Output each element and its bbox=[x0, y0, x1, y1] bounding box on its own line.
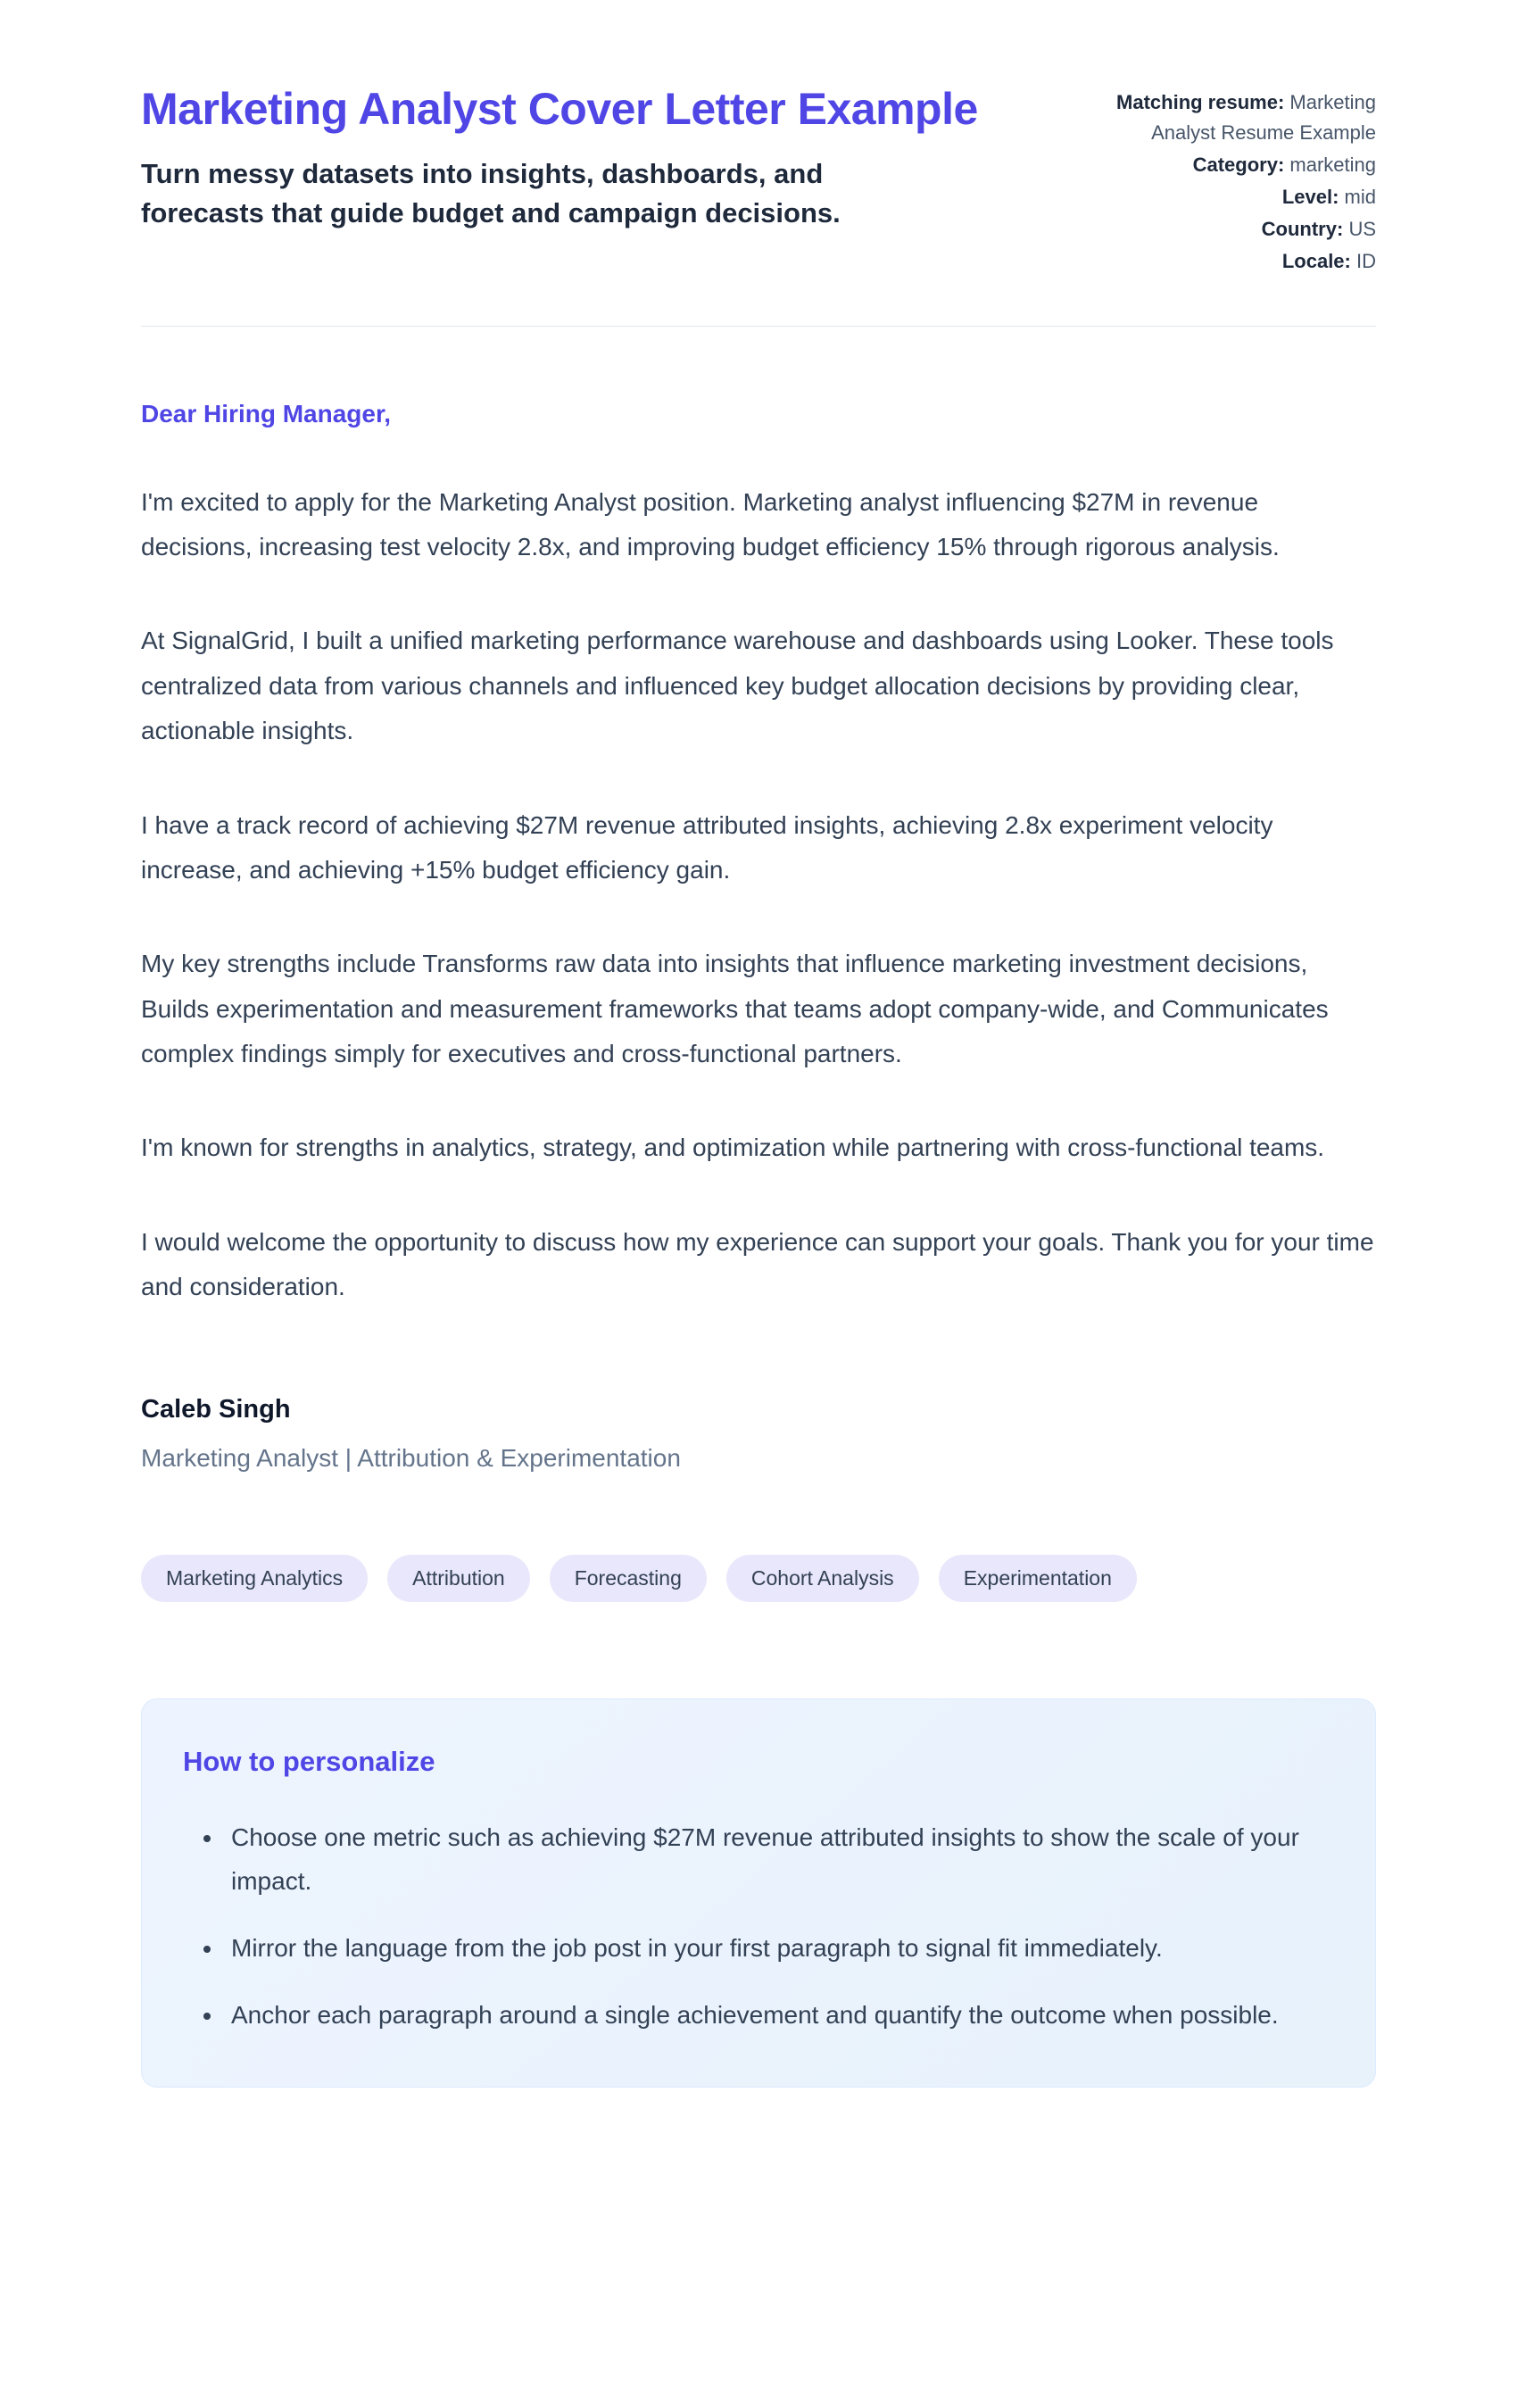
signature-name: Caleb Singh bbox=[141, 1394, 291, 1424]
meta-label: Country: bbox=[1261, 218, 1344, 241]
tag-pill-experimentation[interactable]: Experimentation bbox=[939, 1555, 1137, 1602]
page-title: Marketing Analyst Cover Letter Example bbox=[141, 84, 978, 134]
meta-label: Level: bbox=[1281, 186, 1339, 209]
letter-paragraph: My key strengths include Transforms raw data into insights that influence marketing investment decisions, Builds experimentation and measurement frameworks that teams adopt company-wide, and Communicates complex findings simply for executives and cross-functional partners. bbox=[141, 950, 1329, 1068]
page-subtitle: Turn messy datasets into insights, dashboards, and forecasts that guide budget and campaign decisions. bbox=[141, 158, 841, 229]
tag-pill-attribution[interactable]: Attribution bbox=[387, 1555, 530, 1602]
skill-tags bbox=[141, 1555, 1376, 1602]
meta-row-country bbox=[1073, 214, 1376, 245]
letter-paragraph: At SignalGrid, I built a unified marketing performance warehouse and dashboards using Looker. These tools centralized data from various channels and influenced key budget allocation decisions by providing clear, actionable insights. bbox=[141, 627, 1334, 745]
header bbox=[141, 82, 1376, 279]
meta-value: mid bbox=[1344, 186, 1376, 209]
signature-title: Marketing Analyst | Attribution & Experimentation bbox=[141, 1443, 681, 1472]
tag-pill-cohort-analysis[interactable]: Cohort Analysis bbox=[726, 1555, 919, 1602]
header-divider bbox=[141, 326, 1376, 327]
personalize-heading: How to personalize bbox=[183, 1745, 435, 1777]
meta-label: Matching resume: bbox=[1116, 91, 1285, 113]
tag-pill-forecasting[interactable]: Forecasting bbox=[550, 1555, 707, 1602]
meta-value: US bbox=[1348, 218, 1376, 241]
signature-block bbox=[141, 1395, 1376, 1473]
meta-row-category bbox=[1073, 150, 1376, 180]
letter-paragraph: I'm excited to apply for the Marketing Analyst position. Marketing analyst influencing $27M in revenue decisions, increasing test velocity 2.8x, and improving budget efficiency 15% through rigorous analysis. bbox=[141, 487, 1280, 560]
letter-paragraph: I'm known for strengths in analytics, strategy, and optimization while partnering with cross-functional teams. bbox=[141, 1133, 1325, 1162]
meta-row-level bbox=[1073, 182, 1376, 212]
page bbox=[141, 0, 1376, 2213]
meta-row-matching-resume bbox=[1073, 87, 1376, 148]
meta-label: Category: bbox=[1192, 154, 1285, 177]
letter-paragraph: I have a track record of achieving $27M revenue attributed insights, achieving 2.8x experiment velocity increase, and achieving +15% budget efficiency gain. bbox=[141, 810, 1273, 884]
meta-panel bbox=[1073, 82, 1376, 279]
salutation: Dear Hiring Manager, bbox=[141, 399, 392, 428]
meta-value: ID bbox=[1356, 250, 1376, 273]
personalize-list bbox=[183, 1815, 1334, 2037]
meta-row-locale bbox=[1073, 246, 1376, 277]
meta-value: Marketing Analyst Resume Example bbox=[1151, 91, 1376, 145]
personalize-card bbox=[141, 1698, 1376, 2088]
header-titles bbox=[141, 82, 978, 233]
meta-value: marketing bbox=[1289, 154, 1376, 177]
personalize-bullet: • Anchor each paragraph around a single achievement and quantify the outcome when possible. bbox=[224, 1993, 1334, 2037]
personalize-bullet: • Choose one metric such as achieving $27M revenue attributed insights to show the scale of your impact. bbox=[224, 1815, 1334, 1903]
tag-pill-marketing-analytics[interactable]: Marketing Analytics bbox=[141, 1555, 368, 1602]
letter-paragraph: I would welcome the opportunity to discuss how my experience can support your goals. Thank you for your time and consideration. bbox=[141, 1227, 1374, 1301]
meta-label: Locale: bbox=[1281, 250, 1351, 273]
cover-letter-body bbox=[141, 400, 1376, 2088]
personalize-bullet: • Mirror the language from the job post in your first paragraph to signal fit immediately. bbox=[224, 1926, 1334, 1970]
